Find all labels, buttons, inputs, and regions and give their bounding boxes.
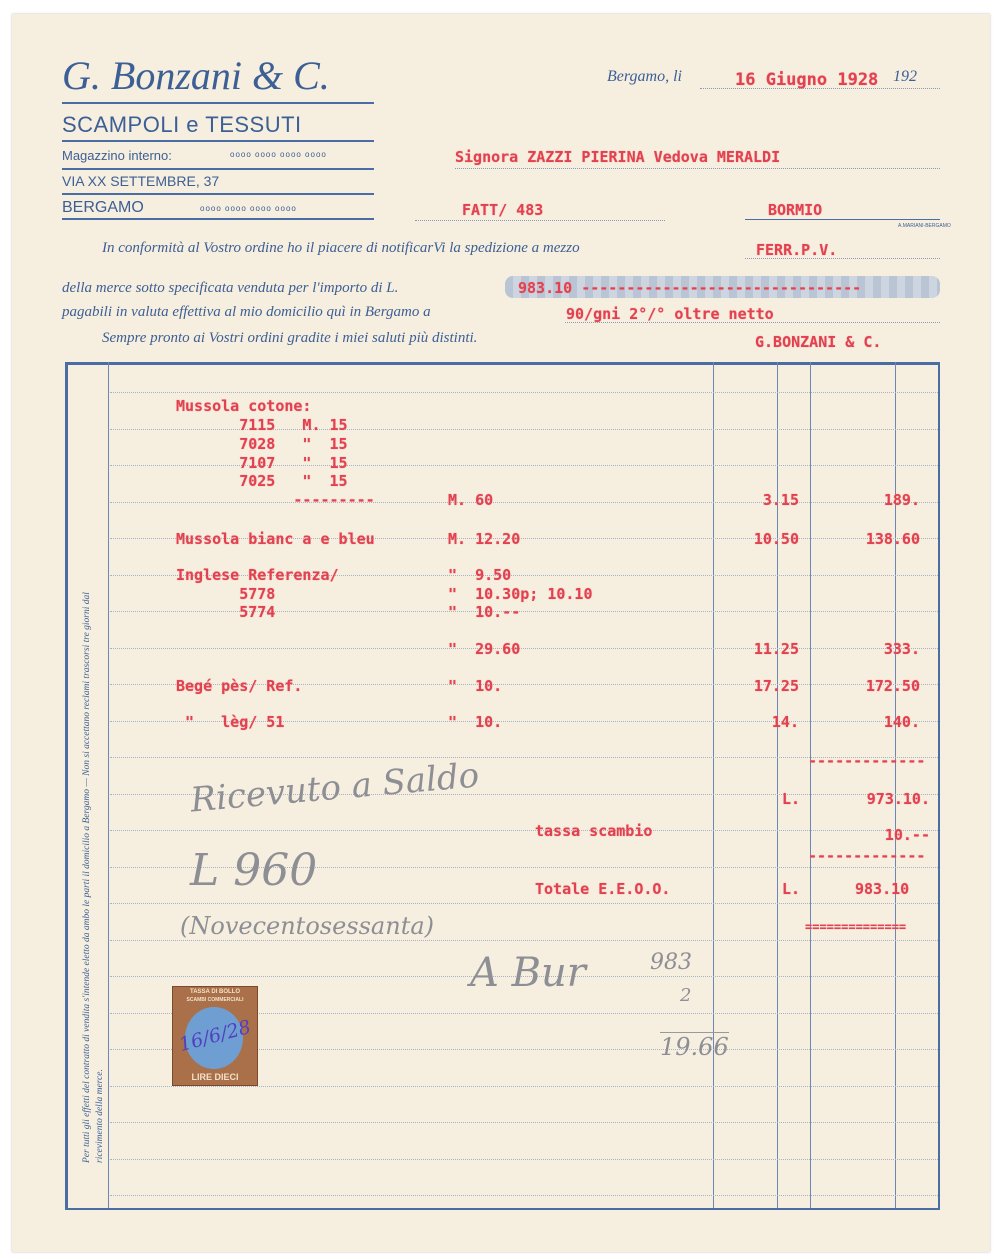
legal-side-note [81, 383, 107, 1163]
subtotal-value: 973.10. [866, 790, 930, 808]
item-desc: " lèg/ 51 [176, 713, 285, 731]
ruled-line [110, 648, 938, 649]
body-paragraph-1: In conformità al Vostro ordine ho il piacere di notificarVi la spedizione a mezzo [102, 240, 580, 256]
item-qty: " 10. [448, 677, 503, 695]
company-name: G. Bonzani & C. [62, 53, 330, 98]
recipient-city: BORMIO [768, 201, 823, 219]
handwritten-calc: 983 [650, 950, 692, 975]
item-qty: M. 12.20 [448, 530, 521, 548]
column-line [108, 362, 109, 1210]
fill-line [415, 220, 665, 221]
item-price: 10.50 [753, 530, 799, 548]
divider [62, 193, 374, 195]
column-line [65, 362, 68, 1210]
item-price: 17.25 [753, 677, 799, 695]
divider [62, 102, 374, 104]
ruled-line [110, 830, 938, 831]
year-prefix: 192 [893, 68, 917, 85]
total-separator: ------------- [808, 752, 926, 770]
column-line [895, 362, 896, 1210]
tax-label: tassa scambio [535, 822, 653, 840]
place-label: Bergamo, li [607, 68, 682, 85]
divider [62, 218, 374, 220]
item-desc: Mussola cotone: [176, 397, 312, 415]
total-currency: L. [782, 880, 801, 898]
column-line [713, 362, 714, 1210]
stamp-sub-text: SCAMBI COMMERCIALI [186, 997, 244, 1003]
ruled-line [110, 1195, 938, 1196]
column-line [777, 362, 778, 1210]
total-value: 983.10 [855, 880, 910, 898]
item-total: 333. [883, 640, 920, 658]
ruled-line [110, 903, 938, 904]
item-qty: M. 60 [448, 491, 494, 509]
item-desc: 5778 [176, 585, 276, 603]
invoice-amount: 983.10 ------------------------------- [518, 279, 862, 297]
invoice-number: FATT/ 483 [462, 201, 544, 219]
address-line-2: VIA XX SETTEMBRE, 37 [62, 173, 220, 189]
item-price: 11.25 [753, 640, 799, 658]
total-separator: ------------- [808, 847, 926, 865]
item-price: 3.15 [762, 491, 799, 509]
item-desc: 7115 M. 15 [176, 416, 348, 434]
column-line [938, 362, 940, 1210]
total-label: Totale E.E.O.O. [535, 880, 671, 898]
table-bottom-border [65, 1208, 940, 1210]
address-line-3: BERGAMO [62, 199, 144, 216]
body-paragraph-2: della merce sotto specificata venduta per l'importo di L. [62, 280, 399, 296]
printer-credit: A.MARIANI-BERGAMO [898, 223, 951, 229]
item-qty: " 10. [448, 713, 503, 731]
body-paragraph-3: pagabili in valuta effettiva al mio domicilio quì in Bergamo a [62, 304, 431, 320]
ruled-line [110, 392, 938, 393]
invoice-date: 16 Giugno 1928 [735, 70, 879, 90]
item-desc: 7107 " 15 [176, 454, 348, 472]
side-note-line-2: ricevimento della merce. [95, 1069, 105, 1163]
shipping-method: FERR.P.V. [756, 241, 838, 259]
subtotal-currency: L. [782, 790, 801, 808]
stamp-top-text: TASSA DI BOLLO [190, 989, 240, 995]
stamp-value: LIRE DIECI [191, 1072, 239, 1082]
column-line [810, 362, 811, 1210]
item-total: 140. [883, 713, 920, 731]
ruled-line [110, 1159, 938, 1160]
address-line-1: Magazzino interno: [62, 148, 172, 163]
recipient: Signora ZAZZI PIERINA Vedova MERALDI [455, 148, 781, 166]
tax-value: 10.-- [884, 826, 930, 844]
company-tagline: SCAMPOLI e TESSUTI [62, 112, 302, 137]
item-desc: Inglese Referenza/ [176, 566, 339, 584]
item-desc: Begé pès/ Ref. [176, 677, 303, 695]
handwritten-calc: 2 [680, 985, 692, 1006]
fill-line [455, 168, 940, 169]
body-paragraph-4: Sempre pronto ai Vostri ordini gradite i miei saluti più distinti. [102, 330, 478, 346]
ornament: oooo oooo oooo oooo [230, 150, 327, 159]
item-desc: --------- [176, 491, 375, 509]
handwritten-amount-words: (Novecentosessanta) [180, 912, 435, 940]
handwritten-signature: A Bur [470, 950, 586, 996]
revenue-stamp [172, 986, 258, 1086]
item-desc: Mussola bianc a e bleu [176, 530, 375, 548]
divider [62, 140, 374, 142]
item-qty: " 29.60 [448, 640, 521, 658]
sender-signature-typed: G.BONZANI & C. [755, 333, 882, 351]
stamp-cancellation: 16/6/28 [176, 1015, 254, 1057]
ruled-line [110, 1122, 938, 1123]
divider [62, 168, 374, 170]
handwritten-receipt: Ricevuto a Saldo [188, 755, 481, 821]
ornament: oooo oooo oooo oooo [200, 204, 297, 213]
table-top-border [65, 362, 940, 365]
handwritten-amount: L 960 [190, 845, 318, 896]
divider [745, 219, 940, 220]
side-note-line-1: Per tutti gli effetti del contratto di vendita s'intende eletto da ambo le parti il domicilio a Bergamo — Non si accettano reclami trascorsi tre giorni dal [82, 592, 92, 1163]
item-desc: 7028 " 15 [176, 435, 348, 453]
item-price: 14. [771, 713, 799, 731]
item-qty: " 10.-- [448, 603, 521, 621]
item-qty: " 10.30p; 10.10 [448, 585, 593, 603]
invoice-paper [12, 14, 990, 1252]
item-qty: " 9.50 [448, 566, 512, 584]
item-total: 172.50 [865, 677, 920, 695]
item-desc: 7025 " 15 [176, 472, 348, 490]
item-total: 138.60 [865, 530, 920, 548]
item-desc: 5774 [176, 603, 276, 621]
payment-terms: 90/gni 2°/° oltre netto [566, 305, 774, 323]
item-total: 189. [883, 491, 920, 509]
total-double-rule: ============== [805, 920, 907, 934]
handwritten-calc: 19.66 [660, 1033, 729, 1061]
